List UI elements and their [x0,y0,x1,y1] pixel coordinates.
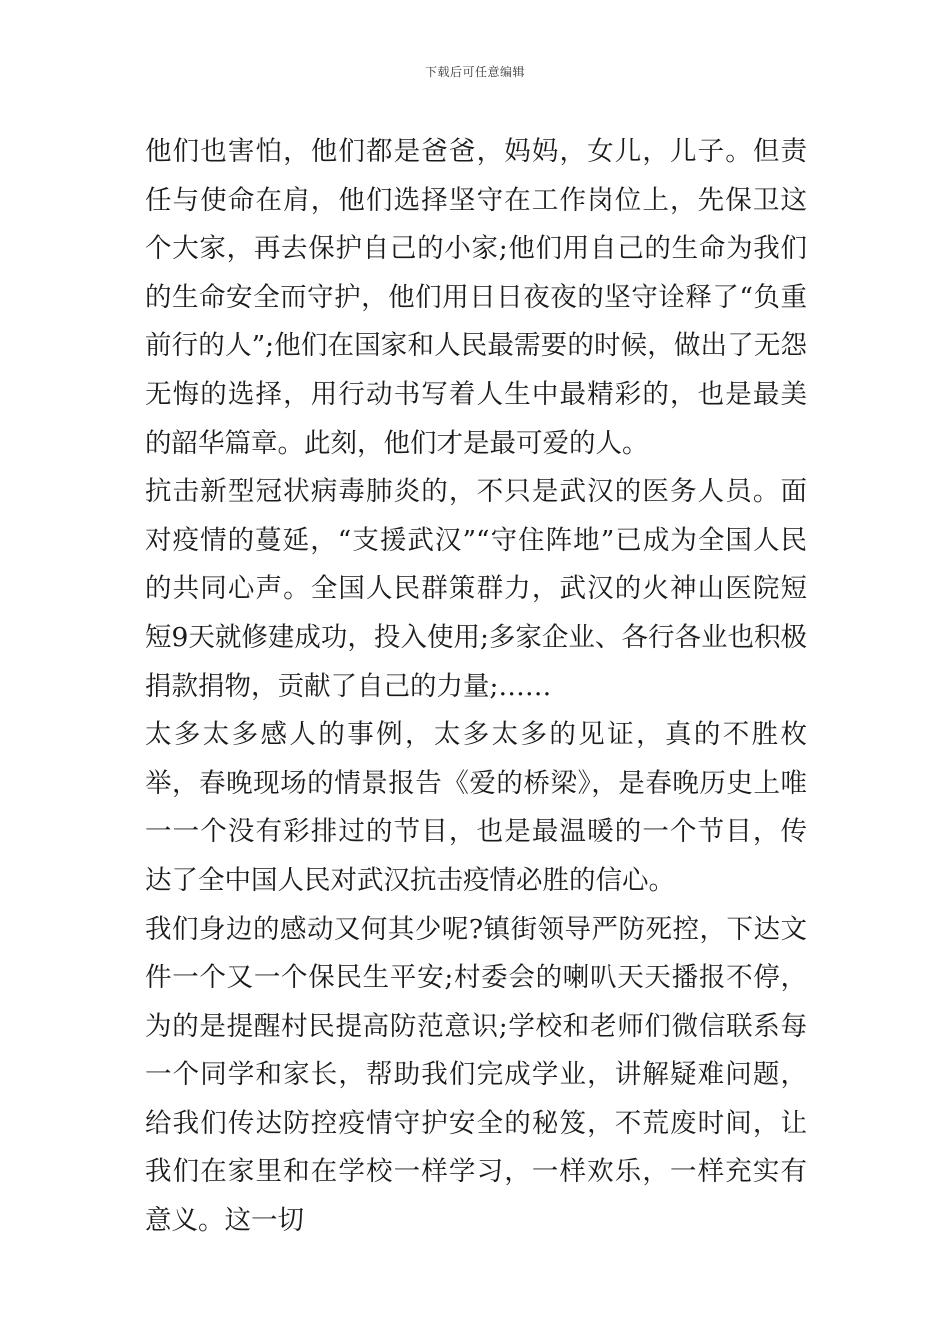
paragraph-spring-gala: 太多太多感人的事例，太多太多的见证，真的不胜枚举，春晚现场的情景报告《爱的桥梁》，是春晚历史上唯一一个没有彩排过的节目，也是最温暖的一个节目，传达了全中国人民对武汉抗击疫情必胜的信心。 [145,719,807,896]
page-header: 下载后可任意编辑 [424,65,525,79]
paragraph-frontline-workers: 他们也害怕，他们都是爸爸，妈妈，女儿，儿子。但责任与使命在肩，他们选择坚守在工作岗位上，先保卫这个大家，再去保护自己的小家;他们用自己的生命为我们的生命安全而守护，他们用日日夜夜的坚守诠释了“负重前行的人”;他们在国家和人民最需要的时候，做出了无怨无悔的选择，用行动书写着人生中最精彩的，也是最美的韶华篇章。此刻，他们才是最可爱的人。 [145,136,807,459]
paragraph-local-efforts: 我们身边的感动又何其少呢?镇街领导严防死控，下达文件一个又一个保民生平安;村委会的喇叭天天播报不停，为的是提醒村民提高防范意识;学校和老师们微信联系每一个同学和家长，帮助我们完成学业，讲解疑难问题，给我们传达防控疫情守护安全的秘笈，不荒废时间，让我们在家里和在学校一样学习，一样欢乐，一样充实有意义。这一切 [145,913,807,1237]
document-body [145,128,807,1246]
paragraph-national-support: 抗击新型冠状病毒肺炎的，不只是武汉的医务人员。面对疫情的蔓延，“支援武汉”“守住阵地”已成为全国人民的共同心声。全国人民群策群力，武汉的火神山医院短短9天就修建成功，投入使用;多家企业、各行各业也积极捐款捐物，贡献了自己的力量;…… [145,476,807,702]
